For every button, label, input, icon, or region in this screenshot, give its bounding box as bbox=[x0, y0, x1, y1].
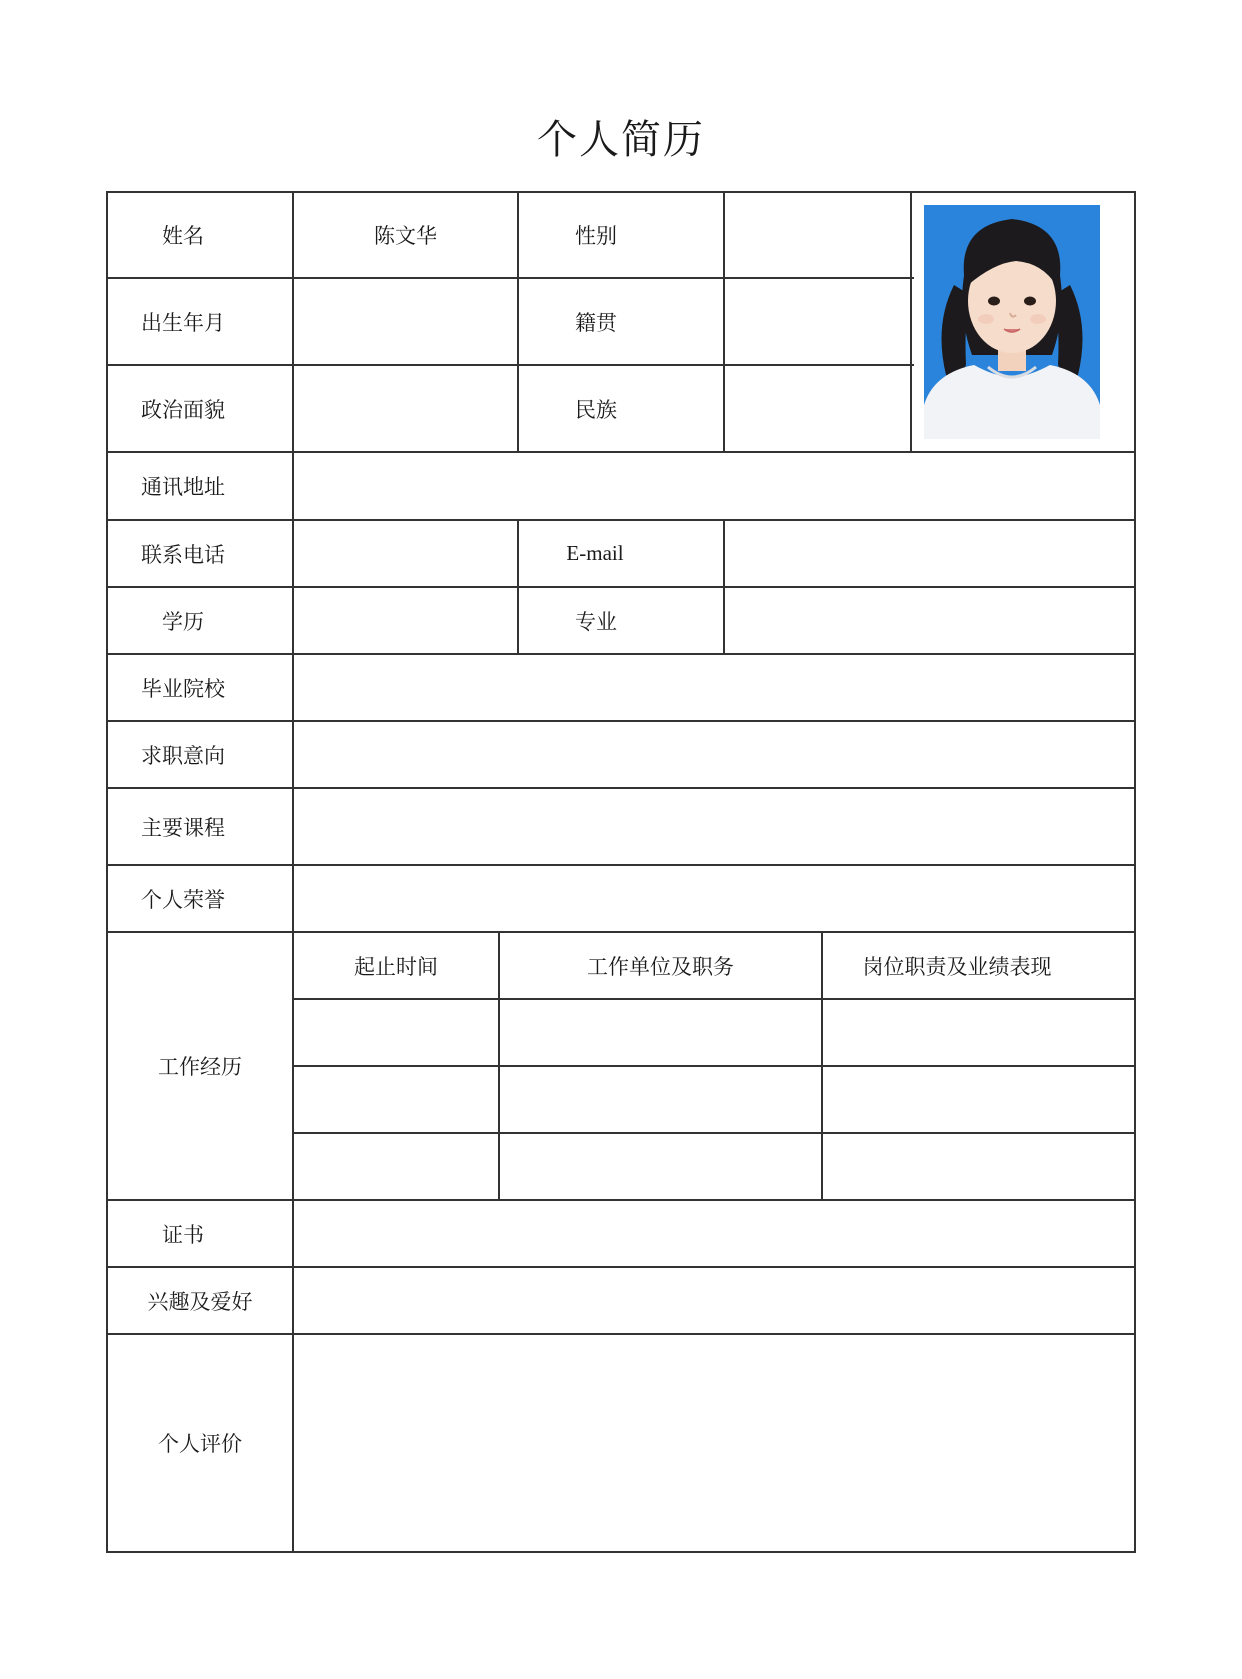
ethnicity-value bbox=[725, 366, 910, 451]
email-label: E-mail bbox=[566, 541, 624, 565]
self-eval-label: 个人评价 bbox=[158, 1432, 242, 1456]
ethnicity-label: 民族 bbox=[575, 397, 617, 422]
certificates-label: 证书 bbox=[162, 1222, 204, 1247]
hobbies-label: 兴趣及爱好 bbox=[147, 1289, 253, 1314]
native-place-label: 籍贯 bbox=[575, 310, 617, 335]
work-row-3-duties bbox=[823, 1134, 1134, 1199]
phone-label: 联系电话 bbox=[141, 542, 225, 567]
work-header-employer: 工作单位及职务 bbox=[587, 954, 734, 979]
work-header-duties: 岗位职责及业绩表现 bbox=[862, 954, 1052, 979]
work-row-2-period bbox=[294, 1067, 498, 1132]
page-title: 个人简历 bbox=[537, 117, 705, 163]
work-row-1-period bbox=[294, 1000, 498, 1065]
gender-label: 性别 bbox=[575, 224, 617, 248]
honors-label: 个人荣誉 bbox=[141, 887, 225, 912]
address-label: 通讯地址 bbox=[141, 475, 225, 499]
honors-value bbox=[294, 866, 1134, 931]
profile-photo bbox=[924, 205, 1100, 439]
political-value bbox=[294, 366, 517, 451]
column-divider bbox=[910, 191, 912, 452]
birth-label: 出生年月 bbox=[141, 310, 225, 335]
job-intent-value bbox=[294, 722, 1134, 787]
work-row-3-employer bbox=[500, 1134, 821, 1199]
political-label: 政治面貌 bbox=[141, 397, 225, 422]
gender-value bbox=[725, 193, 910, 277]
child-portrait-icon bbox=[924, 205, 1100, 439]
hobbies-value bbox=[294, 1268, 1134, 1333]
school-label: 毕业院校 bbox=[141, 676, 225, 701]
work-row-1-duties bbox=[823, 1000, 1134, 1065]
education-value bbox=[294, 588, 517, 653]
courses-label: 主要课程 bbox=[141, 815, 225, 840]
major-label: 专业 bbox=[575, 609, 617, 634]
email-value bbox=[725, 521, 1134, 586]
address-value bbox=[294, 453, 1134, 519]
certificates-value bbox=[294, 1201, 1134, 1266]
work-header-period: 起止时间 bbox=[354, 954, 438, 979]
courses-value bbox=[294, 789, 1134, 864]
work-row-1-employer bbox=[500, 1000, 821, 1065]
native-place-value bbox=[725, 279, 910, 364]
name-value: 陈文华 bbox=[374, 224, 437, 248]
self-eval-value bbox=[294, 1335, 1134, 1551]
birth-value bbox=[294, 279, 517, 364]
name-label: 姓名 bbox=[162, 224, 204, 248]
work-row-3-period bbox=[294, 1134, 498, 1199]
major-value bbox=[725, 588, 1134, 653]
work-row-2-employer bbox=[500, 1067, 821, 1132]
school-value bbox=[294, 655, 1134, 720]
work-history-label: 工作经历 bbox=[158, 1055, 242, 1079]
work-row-2-duties bbox=[823, 1067, 1134, 1132]
education-label: 学历 bbox=[162, 609, 204, 634]
phone-value bbox=[294, 521, 517, 586]
job-intent-label: 求职意向 bbox=[141, 743, 225, 768]
